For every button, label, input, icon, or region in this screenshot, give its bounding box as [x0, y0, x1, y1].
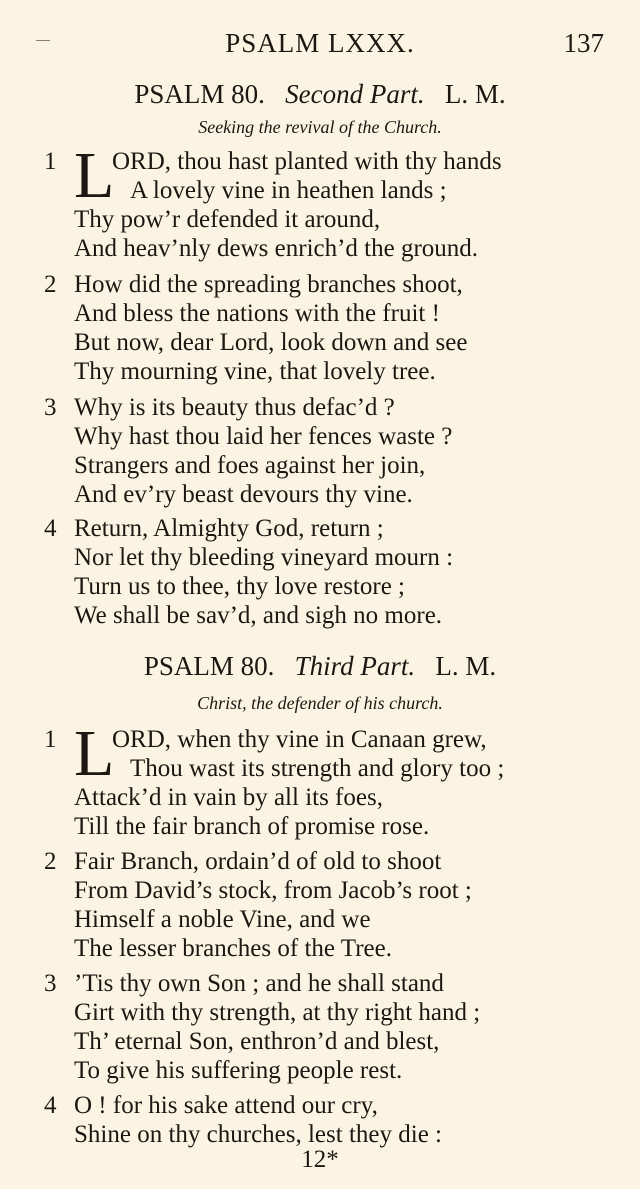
verse-line: To give his suffering people rest.	[74, 1057, 403, 1084]
part-label: Second Part.	[285, 79, 425, 109]
verse-line: Thy mourning vine, that lovely tree.	[74, 358, 436, 385]
verse-line: Thou wast its strength and glory too ;	[130, 755, 505, 782]
verse-line: Fair Branch, ordain’d of old to shoot	[74, 848, 442, 875]
page-number: 137	[563, 28, 604, 58]
verse-line: ORD, thou hast planted with thy hands	[112, 148, 502, 175]
verse-line: Nor let thy bleeding vineyard mourn :	[74, 544, 454, 571]
verse-number: 3	[44, 970, 57, 997]
section-heading	[0, 79, 640, 110]
verse-number: 2	[44, 271, 57, 298]
verse-line: The lesser branches of the Tree.	[74, 935, 392, 962]
verse-line: Why hast thou laid her fences waste ?	[74, 423, 453, 450]
verse-line: Himself a noble Vine, and we	[74, 906, 371, 933]
verse-line: Th’ eternal Son, enthron’d and blest,	[74, 1028, 440, 1055]
verse-line: Thy pow’r defended it around,	[74, 206, 381, 233]
verse-line: Strangers and foes against her join,	[74, 452, 426, 479]
verse-number: 4	[44, 1092, 57, 1119]
verse-line: Girt with thy strength, at thy right hand ;	[74, 999, 481, 1026]
verse-line: ’Tis thy own Son ; and he shall stand	[74, 970, 444, 997]
psalm-label: PSALM 80.	[143, 651, 275, 681]
psalm-label: PSALM 80.	[134, 79, 265, 109]
section-subtitle: Seeking the revival of the Church.	[198, 117, 442, 137]
stanza	[44, 969, 624, 1085]
meter-label: L. M.	[444, 79, 506, 109]
verse-line: Turn us to thee, thy love restore ;	[74, 573, 405, 600]
verse-number: 1	[44, 148, 57, 175]
stanza	[44, 270, 624, 386]
verse-line: A lovely vine in heathen lands ;	[130, 177, 447, 204]
verse-line: Return, Almighty God, return ;	[74, 515, 384, 542]
verse-number: 2	[44, 848, 57, 875]
verse-line: But now, dear Lord, look down and see	[74, 329, 468, 356]
verse-line: Till the fair branch of promise rose.	[74, 813, 430, 840]
verse-line: ORD, when thy vine in Canaan grew,	[112, 726, 487, 753]
section-heading	[0, 651, 640, 682]
verse-line: We shall be sav’d, and sigh no more.	[74, 602, 443, 629]
verse-line: And bless the nations with the fruit !	[74, 300, 440, 327]
verse-line: Why is its beauty thus defac’d ?	[74, 394, 395, 421]
verse-line: Attack’d in vain by all its foes,	[74, 784, 383, 811]
stanza	[44, 139, 624, 263]
meter-label: L. M.	[435, 651, 497, 681]
verse-line: And ev’ry beast devours thy vine.	[74, 481, 413, 508]
verse-number: 3	[44, 394, 57, 421]
signature-mark: 12*	[301, 1146, 339, 1173]
verse-line: O ! for his sake attend our cry,	[74, 1092, 378, 1119]
section-subtitle: Christ, the defender of his church.	[197, 693, 443, 713]
verse-line: From David’s stock, from Jacob’s root ;	[74, 877, 472, 904]
verse-line: And heav’nly dews enrich’d the ground.	[74, 235, 479, 262]
verse-line: Shine on thy churches, lest they die :	[74, 1121, 442, 1148]
stanza	[44, 847, 624, 963]
verse-line: How did the spreading branches shoot,	[74, 271, 463, 298]
stanza	[44, 393, 624, 509]
stanza	[44, 717, 624, 841]
drop-cap: L	[74, 717, 115, 790]
stanza	[44, 1091, 624, 1149]
running-head: PSALM LXXX.	[225, 28, 415, 58]
verse-number: 4	[44, 515, 57, 542]
stanza	[44, 514, 624, 630]
drop-cap: L	[74, 139, 115, 212]
verse-number: 1	[44, 726, 57, 753]
part-label: Third Part.	[294, 651, 416, 681]
